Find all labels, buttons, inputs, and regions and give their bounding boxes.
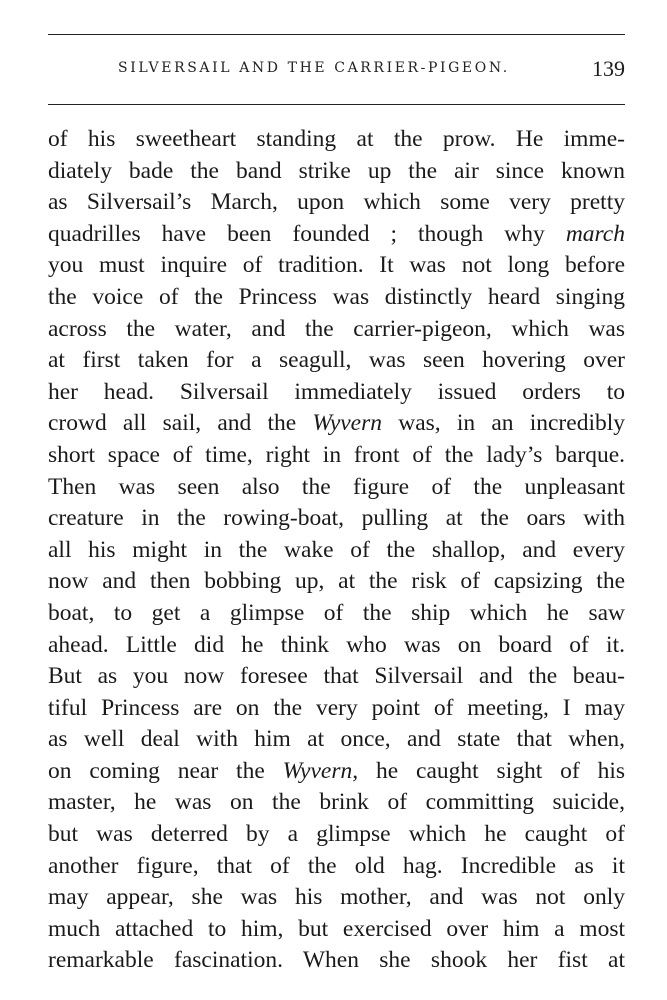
text-segment: as well deal with him at once, and state that when, <box>48 726 625 753</box>
text-line <box>48 535 625 567</box>
text-segment: ahead. Little did he think who was on board of it. <box>48 631 625 658</box>
text-segment: now and then bobbing up, at the risk of capsizing the <box>48 568 625 595</box>
text-line <box>48 851 625 883</box>
text-segment: of his sweetheart standing at the prow. He imme- <box>48 126 625 152</box>
text-line <box>48 377 625 409</box>
text-line <box>48 282 625 314</box>
text-segment: you must inquire of tradition. It was not long before <box>48 252 625 279</box>
text-line <box>48 661 625 693</box>
text-segment: crowd all sail, and the <box>48 410 313 437</box>
text-segment: the voice of the Princess was distinctly heard singing <box>48 283 625 310</box>
text-line <box>48 882 625 914</box>
text-segment: all his might in the wake of the shallop, and every <box>48 536 625 563</box>
running-header <box>48 58 625 88</box>
text-segment: on coming near the <box>48 757 283 784</box>
text-line <box>48 724 625 756</box>
text-line <box>48 819 625 851</box>
page-number: 139 <box>592 56 625 81</box>
text-segment: diately bade the band strike up the air since known <box>48 157 625 184</box>
text-line <box>48 693 625 725</box>
text-line <box>48 345 625 377</box>
text-segment: boat, to get a glimpse of the ship which he saw <box>48 599 625 626</box>
italic-text: Wyvern, <box>282 757 359 784</box>
text-segment: tiful Princess are on the very point of meeting, I may <box>48 694 625 721</box>
text-segment: may appear, she was his mother, and was not only <box>48 884 625 911</box>
text-line <box>48 156 625 188</box>
text-segment: another figure, that of the old hag. Incredible as it <box>48 852 625 879</box>
text-line <box>48 756 625 788</box>
text-segment: he caught sight of his <box>358 757 625 784</box>
text-line <box>48 914 625 946</box>
text-segment: was, in an incredibly <box>382 410 625 437</box>
text-line <box>48 219 625 251</box>
body-text <box>48 124 625 977</box>
text-segment: remarkable fascination. When she shook her fist at <box>48 947 625 974</box>
text-segment: Then was seen also the figure of the unpleasant <box>48 473 625 500</box>
text-segment: quadrilles have been founded ; though why <box>48 220 566 247</box>
text-line <box>48 408 625 440</box>
text-segment: but was deterred by a glimpse which he caught of <box>48 821 625 848</box>
text-line <box>48 630 625 662</box>
text-segment: her head. Silversail immediately issued orders to <box>48 378 625 405</box>
running-title: SILVERSAIL AND THE CARRIER-PIGEON. <box>118 60 510 76</box>
text-line <box>48 472 625 504</box>
text-line <box>48 440 625 472</box>
text-line <box>48 124 625 156</box>
text-segment: across the water, and the carrier-pigeon, which was <box>48 315 625 342</box>
header-rule-top <box>48 34 625 35</box>
text-segment: short space of time, right in front of the lady’s barque. <box>48 441 625 468</box>
text-line <box>48 598 625 630</box>
text-segment: creature in the rowing-boat, pulling at the oars with <box>48 505 625 532</box>
text-segment: much attached to him, but exercised over him a most <box>48 915 625 942</box>
italic-text: Wyvern <box>312 410 383 437</box>
text-line <box>48 945 625 977</box>
text-line <box>48 314 625 346</box>
text-line <box>48 787 625 819</box>
header-rule-bottom <box>48 104 625 105</box>
text-line <box>48 503 625 535</box>
italic-text: march <box>565 220 625 247</box>
text-segment: as Silversail’s March, upon which some very pretty <box>48 189 625 216</box>
text-segment: master, he was on the brink of committing suicide, <box>48 789 625 816</box>
text-segment: at first taken for a seagull, was seen hovering over <box>48 347 625 374</box>
text-line <box>48 566 625 598</box>
text-line <box>48 187 625 219</box>
text-segment: But as you now foresee that Silversail and the beau- <box>48 663 625 690</box>
text-line <box>48 250 625 282</box>
